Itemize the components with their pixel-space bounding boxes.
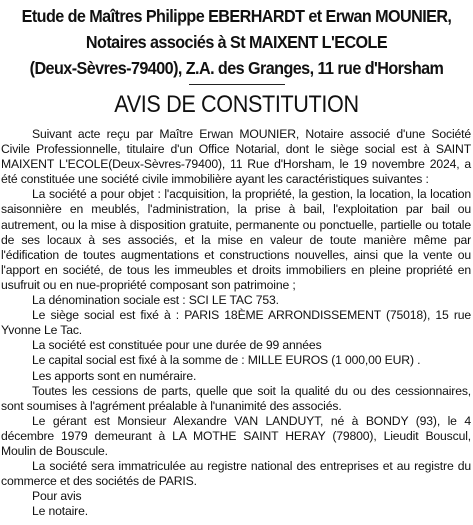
paragraph-name: La dénomination sociale est : SCI LE TAC 753. [32,293,279,308]
paragraph-deed: Suivant acte reçu par Maître Erwan MOUNIER, Notaire associé d'une Société Civile Professionnelle, titulaire d'un Office Notarial, dont le siège social est à SAINT MAIXENT L'ECOLE(Deux-Sèvres-79400), 11 Rue d'Horsham, le 19 novembre 2024, a été constituée une société civile immobilière ayant les caractéristiques suivantes : [1,127,471,187]
paragraph-manager: Le gérant est Monsieur Alexandre VAN LANDUYT, né à BONDY (93), le 4 décembre 1979 demeurant à LA MOTHE SAINT HERAY (79800), Lieudit Bouscul, Moulin de Bouscule. [1,413,471,458]
paragraph-signature: Le notaire. [32,504,88,519]
header-line-2: Notaires associés à St MAIXENT L'ECOLE [85,32,388,52]
notice-body [1,127,472,519]
paragraph-capital: Le capital social est fixé à la somme de : MILLE EUROS (1 000,00 EUR) . [32,353,421,368]
notary-office-header [15,3,458,81]
header-divider [189,84,285,85]
paragraph-duration: La société est constituée pour une durée de 99 années [32,338,322,353]
notice-title: AVIS DE CONSTITUTION [114,91,359,118]
paragraph-registration: La société sera immatriculée au registre national des entreprises et au registre du commerce et des sociétés de PARIS. [1,459,471,489]
paragraph-registered-office: Le siège social est fixé à : PARIS 18ÈME ARRONDISSEMENT (75018), 15 rue Yvonne Le Tac. [1,308,471,338]
paragraph-share-transfers: Toutes les cessions de parts, quelle que soit la qualité du ou des cessionnaires, sont soumises à l'agrément préalable à l'unanimité des associés. [1,383,471,413]
header-line-3: (Deux-Sèvres-79400), Z.A. des Granges, 11 rue d'Horsham [29,58,444,78]
header-line-1: Etude de Maîtres Philippe EBERHARDT et Erwan MOUNIER, [21,6,452,26]
paragraph-contributions: Les apports sont en numéraire. [32,368,197,383]
paragraph-closing: Pour avis [32,489,82,504]
paragraph-purpose: La société a pour objet : l'acquisition, la propriété, la gestion, la location, la location saisonnière en meublés, l'administration, la prise à bail, l'exploitation par bail ou autrement, ou la mise à disposition gratuite, permanente ou ponctuelle, partielle ou totale de ses locaux à ses associés, et la mise en valeur de toute manière même par l'édification de toutes augmentations et constructions nouvelles, ainsi que la vente ou l'apport en société, de tous les immeubles et droits immobiliers en pleine propriété en usufruit ou en nue-propriété composant son patrimoine ; [1,187,471,292]
